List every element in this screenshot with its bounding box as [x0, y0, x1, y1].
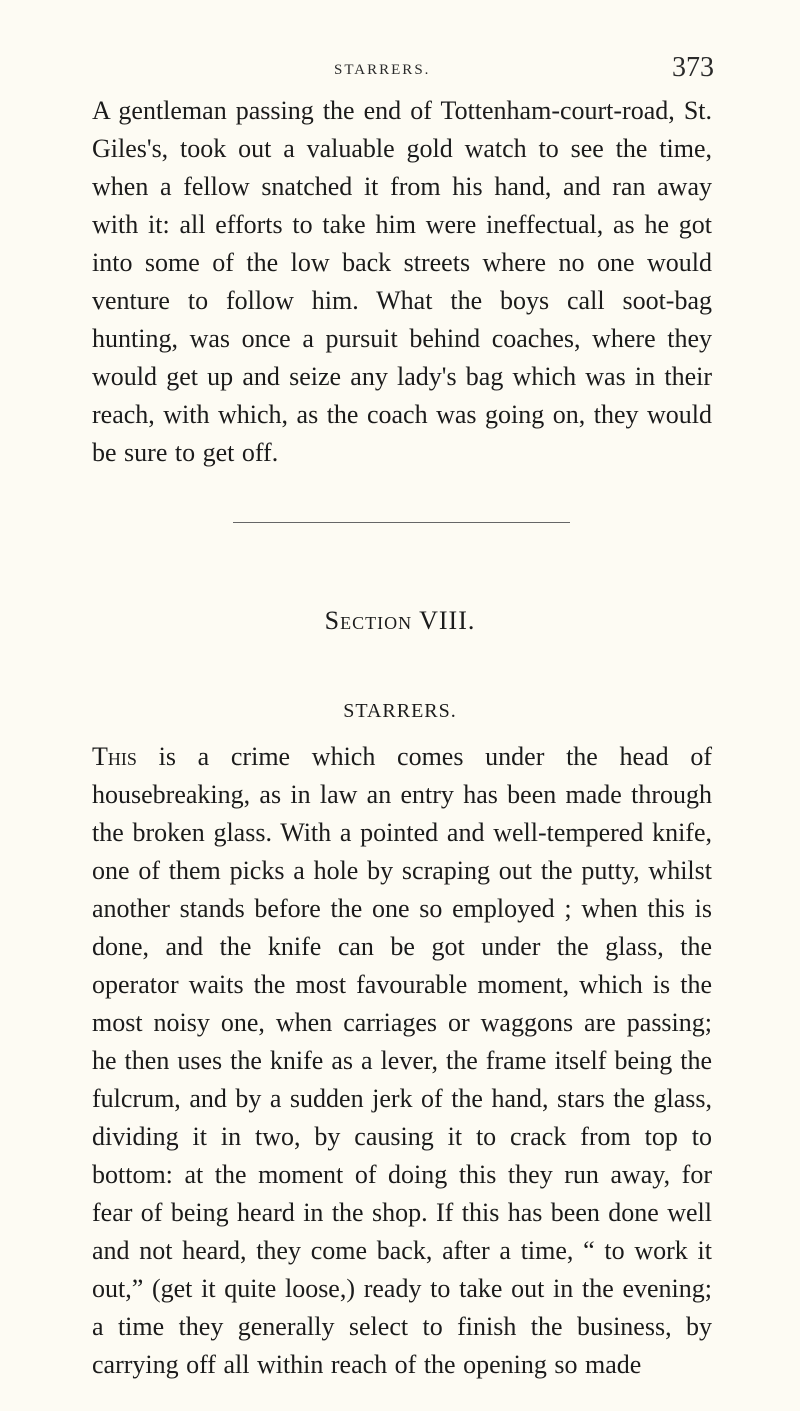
section-label: Section: [324, 606, 413, 635]
section-number: VIII.: [419, 606, 476, 635]
section-divider: [233, 522, 570, 523]
paragraph-2-text: is a crime which comes under the head of housebreaking, as in law an entry has been made through the broken glass. With a pointed and well-tempered knife, one of them picks a hole by scraping out the putty, whilst another stands before the one so employed ; when this is done, and the knife can be got under the glass, the operator waits the most favourable moment, which is the most noisy one, when carriages or waggons are passing; he then uses the knife as a lever, the frame itself being the fulcrum, and by a sudden jerk of the hand, stars the glass, dividing it in two, by causing it to crack from top to bottom: at the moment of doing this they run away, for fear of being heard in the shop. If this has been done well and not heard, they come back, after a time, “ to work it out,” (get it quite loose,) ready to take out in the evening; a time they generally select to finish the business, by carrying off all within reach of the opening so made: [92, 742, 712, 1379]
paragraph-1: A gentleman passing the end of Tottenham-court-road, St. Giles's, took out a valuable gold watch to see the time, when a fellow snatched it from his hand, and ran away with it: all efforts to take him were ineffectual, as he got into some of the low back streets where no one would venture to follow him. What the boys call soot-bag hunting, was once a pursuit behind coaches, where they would get up and seize any lady's bag which was in their reach, with which, as the coach was going on, they would be sure to get off.: [92, 96, 712, 467]
paragraph-2: [92, 738, 712, 1384]
running-head: STARRERS.: [334, 62, 431, 78]
paragraph-2-first-word: This: [92, 742, 137, 771]
section-title: STARRERS.: [343, 700, 457, 722]
page-number: 373: [672, 52, 714, 83]
section-heading: [0, 606, 800, 636]
